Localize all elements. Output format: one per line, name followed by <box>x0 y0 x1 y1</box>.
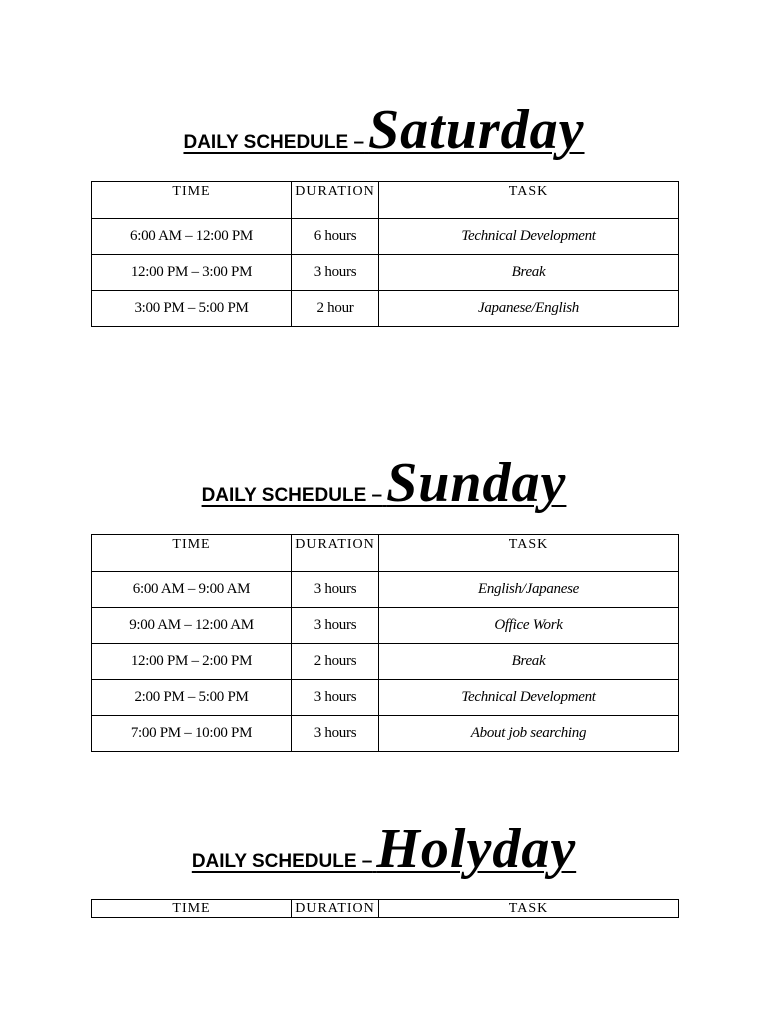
day-name: Holyday <box>376 818 577 880</box>
holyday-title <box>192 817 576 881</box>
time-header: TIME <box>92 182 292 219</box>
task-cell: Office Work <box>379 608 679 644</box>
day-name: Sunday <box>386 452 567 514</box>
heading-prefix: DAILY SCHEDULE – <box>191 851 373 872</box>
duration-cell: 2 hour <box>292 291 379 327</box>
saturday-title <box>183 98 584 162</box>
task-header: TASK <box>379 900 679 918</box>
duration-header: DURATION <box>292 535 379 572</box>
day-name: Saturday <box>368 99 585 161</box>
table-header-row <box>92 182 679 219</box>
table-header-row <box>92 900 679 918</box>
table-row <box>92 255 679 291</box>
holyday-heading <box>0 817 768 881</box>
saturday-heading <box>0 98 768 162</box>
time-cell: 9:00 AM – 12:00 AM <box>92 608 292 644</box>
sunday-heading <box>0 451 768 515</box>
time-header: TIME <box>92 535 292 572</box>
table-row <box>92 680 679 716</box>
time-cell: 3:00 PM – 5:00 PM <box>92 291 292 327</box>
time-cell: 12:00 PM – 3:00 PM <box>92 255 292 291</box>
duration-cell: 3 hours <box>292 716 379 752</box>
duration-cell: 3 hours <box>292 572 379 608</box>
duration-header: DURATION <box>292 182 379 219</box>
time-header: TIME <box>92 900 292 918</box>
sunday-schedule-table <box>91 534 679 752</box>
task-cell: Break <box>379 644 679 680</box>
table-row <box>92 608 679 644</box>
table-header-row <box>92 535 679 572</box>
heading-prefix: DAILY SCHEDULE – <box>201 485 383 506</box>
time-cell: 2:00 PM – 5:00 PM <box>92 680 292 716</box>
task-cell: Break <box>379 255 679 291</box>
task-header: TASK <box>379 182 679 219</box>
task-cell: About job searching <box>379 716 679 752</box>
duration-cell: 3 hours <box>292 680 379 716</box>
table-row <box>92 716 679 752</box>
saturday-schedule-table <box>91 181 679 327</box>
task-header: TASK <box>379 535 679 572</box>
heading-prefix: DAILY SCHEDULE – <box>183 132 365 153</box>
holyday-schedule-table <box>91 899 679 918</box>
task-cell: Technical Development <box>379 219 679 255</box>
task-cell: Japanese/English <box>379 291 679 327</box>
duration-header: DURATION <box>292 900 379 918</box>
task-cell: Technical Development <box>379 680 679 716</box>
time-cell: 6:00 AM – 9:00 AM <box>92 572 292 608</box>
duration-cell: 2 hours <box>292 644 379 680</box>
sunday-title <box>202 451 567 515</box>
time-cell: 7:00 PM – 10:00 PM <box>92 716 292 752</box>
time-cell: 12:00 PM – 2:00 PM <box>92 644 292 680</box>
duration-cell: 3 hours <box>292 255 379 291</box>
time-cell: 6:00 AM – 12:00 PM <box>92 219 292 255</box>
table-row <box>92 219 679 255</box>
table-row <box>92 644 679 680</box>
table-row <box>92 572 679 608</box>
task-cell: English/Japanese <box>379 572 679 608</box>
duration-cell: 6 hours <box>292 219 379 255</box>
table-row <box>92 291 679 327</box>
duration-cell: 3 hours <box>292 608 379 644</box>
